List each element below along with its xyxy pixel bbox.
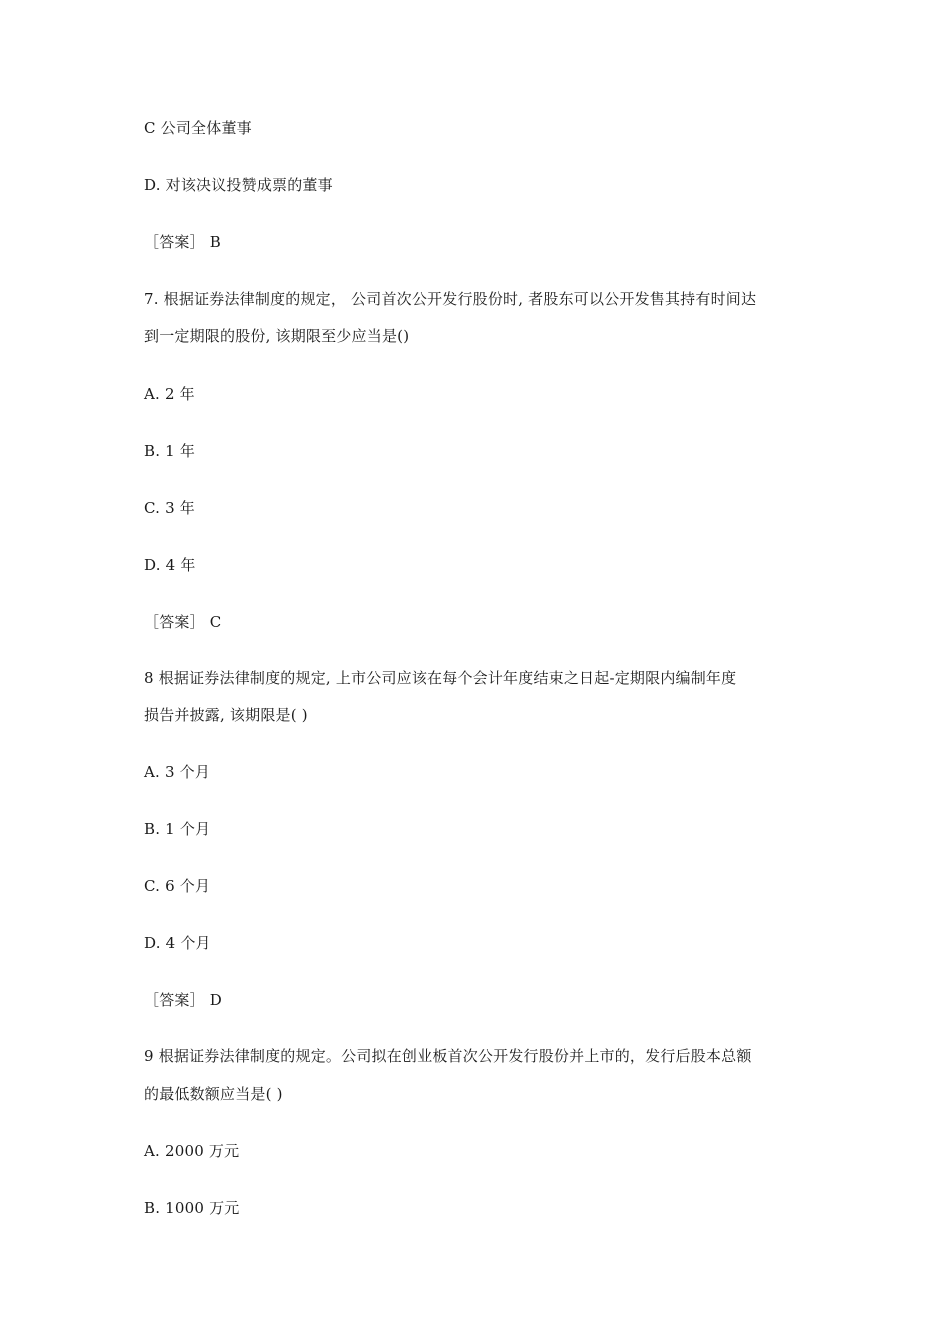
option-a-q7: A. 2 年: [144, 385, 195, 403]
option-c-q8: C. 6 个月: [144, 877, 211, 895]
answer-q7: ［答案］ C: [144, 613, 222, 631]
option-b-q8: B. 1 个月: [144, 820, 211, 838]
question-7-line-1: 7. 根据证券法律制度的规定， 公司首次公开发行股份时, 者股东可以公开发售其持有时间达: [144, 290, 757, 308]
question-8-line-1: 8 根据证券法律制度的规定, 上市公司应该在每个会计年度结束之日起-定期限内编制年度: [144, 669, 737, 687]
answer-q6: ［答案］ B: [144, 233, 221, 251]
question-9-line-1: 9 根据证券法律制度的规定。公司拟在创业板首次公开发行股份并上市的，发行后股本总额: [144, 1047, 752, 1065]
question-9-line-2: 的最低数额应当是( ): [144, 1085, 283, 1103]
option-c-q7: C. 3 年: [144, 499, 195, 517]
option-a-q9: A. 2000 万元: [144, 1142, 240, 1160]
option-d-q6: D. 对该决议投赞成票的董事: [144, 176, 333, 194]
question-8-line-2: 损告并披露, 该期限是( ): [144, 706, 308, 724]
option-d-q7: D. 4 年: [144, 556, 196, 574]
answer-q8: ［答案］ D: [144, 991, 222, 1009]
option-a-q8: A. 3 个月: [144, 763, 211, 781]
option-b-q7: B. 1 年: [144, 442, 196, 460]
option-d-q8: D. 4 个月: [144, 934, 211, 952]
option-c-q6: C 公司全体董事: [144, 119, 252, 137]
question-7-line-2: 到一定期限的股份, 该期限至少应当是(): [144, 327, 410, 345]
option-b-q9: B. 1000 万元: [144, 1199, 240, 1217]
